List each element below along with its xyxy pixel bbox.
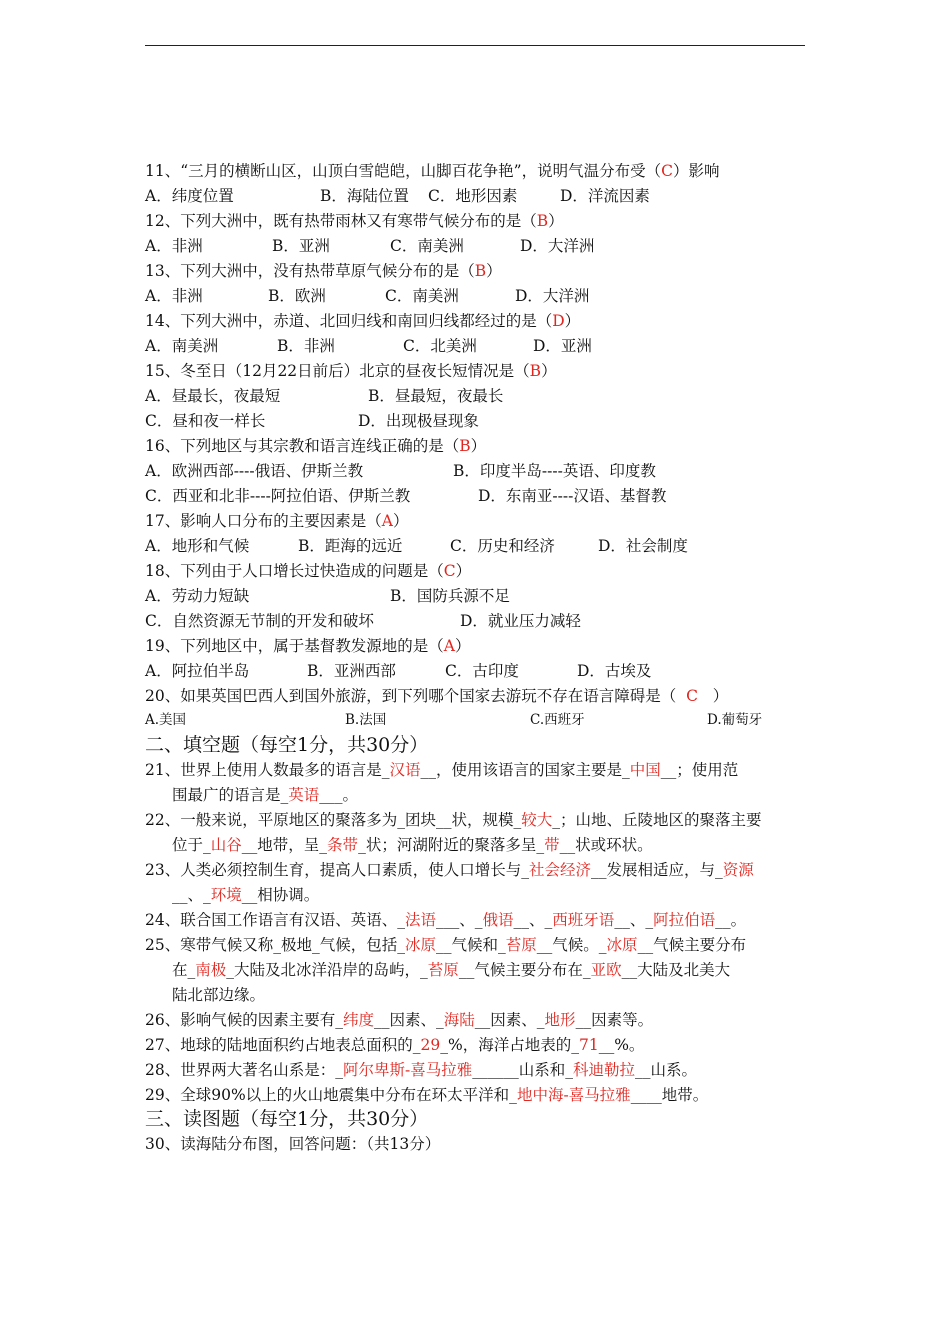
option-d: D．出现极昼现象 <box>358 412 479 430</box>
option-c: C.西班牙 <box>530 712 585 728</box>
question-15 <box>145 361 557 381</box>
answer: B <box>474 262 487 280</box>
option-d: D．大洋洲 <box>515 287 590 305</box>
question-close: ） <box>564 312 581 330</box>
option-d: D．社会制度 <box>598 537 688 555</box>
option-b: B.法国 <box>345 712 387 728</box>
option-a: A．非洲 <box>145 237 203 255</box>
question-22-cont: 位于_山谷__地带，呈_条带_状；河湖附近的聚落多呈_带__状或环状。 <box>172 836 653 854</box>
question-stem: 12、下列大洲中，既有热带雨林又有寒带气候分布的是（ <box>145 212 537 230</box>
question-24: 24、联合国工作语言有汉语、英语、_法语___、_俄语__、_西班牙语__、_阿拉伯语__。 <box>145 911 747 929</box>
option-c: C．昼和夜一样长 <box>145 412 266 430</box>
question-25-cont2: 陆北部边缘。 <box>172 986 266 1004</box>
answer: B <box>529 362 542 380</box>
question-26: 26、影响气候的因素主要有_纬度__因素、_海陆__因素、_地形__因素等。 <box>145 1011 654 1029</box>
option-b: B．亚洲西部 <box>307 662 396 680</box>
answer: A <box>381 512 393 530</box>
question-close: ） <box>712 687 729 705</box>
question-21: 21、世界上使用人数最多的语言是_汉语__，使用该语言的国家主要是_中国__；使用范 <box>145 761 739 779</box>
option-a: A．南美洲 <box>145 337 219 355</box>
header-rule <box>145 45 805 46</box>
option-a: A.美国 <box>145 712 187 728</box>
question-close: ） <box>455 562 472 580</box>
option-b: B．非洲 <box>277 337 335 355</box>
question-23-cont: __、_环境__相协调。 <box>172 886 320 904</box>
question-21-cont: 围最广的语言是_英语___。 <box>172 786 359 804</box>
question-30: 30、读海陆分布图，回答问题：（共13分） <box>145 1135 441 1153</box>
option-c: C．北美洲 <box>403 337 477 355</box>
question-20 <box>145 686 728 706</box>
question-12 <box>145 211 564 231</box>
option-b: B．海陆位置 <box>320 187 409 205</box>
answer: C <box>661 162 673 180</box>
option-c: C．地形因素 <box>428 187 518 205</box>
question-close: ）影响 <box>672 162 720 180</box>
question-close: ） <box>486 262 502 280</box>
option-c: C．自然资源无节制的开发和破坏 <box>145 612 374 630</box>
option-d: D．亚洲 <box>533 337 592 355</box>
question-22: 22、一般来说，平原地区的聚落多为_团块__状，规模_较大_；山地、丘陵地区的聚落主要 <box>145 811 762 829</box>
option-a: A．地形和气候 <box>145 537 250 555</box>
section-heading-fill-in: 二、填空题（每空1分，共30分） <box>145 734 429 756</box>
option-a: A．非洲 <box>145 287 203 305</box>
question-13 <box>145 261 502 281</box>
question-stem: 17、影响人口分布的主要因素是（ <box>145 512 382 530</box>
question-29: 29、全球90%以上的火山地震集中分布在环太平洋和_地中海-喜马拉雅____地带。 <box>145 1086 709 1104</box>
option-b: B．欧洲 <box>268 287 326 305</box>
question-close: ） <box>454 637 471 655</box>
answer: B <box>536 212 549 230</box>
answer: C <box>686 687 698 705</box>
option-b: B．昼最短，夜最长 <box>368 387 504 405</box>
option-d: D．东南亚----汉语、基督教 <box>478 487 667 505</box>
question-17 <box>145 511 408 531</box>
question-close: ） <box>392 512 409 530</box>
option-c: C．历史和经济 <box>450 537 555 555</box>
option-d: D．古埃及 <box>577 662 652 680</box>
question-25: 25、寒带气候又称_极地_气候，包括_冰原__气候和_苔原__气候。_冰原__气候主要分布 <box>145 936 747 954</box>
option-a: A．劳动力短缺 <box>145 587 250 605</box>
question-25-cont: 在_南极_大陆及北冰洋沿岸的岛屿，_苔原__气候主要分布在_亚欧__大陆及北美大 <box>172 961 731 979</box>
question-27: 27、地球的陆地面积约占地表总面积的_29_%，海洋占地表的_71__%。 <box>145 1036 645 1054</box>
question-close: ） <box>470 437 487 455</box>
question-18 <box>145 561 471 581</box>
option-b: B．印度半岛----英语、印度教 <box>453 462 656 480</box>
question-stem: 20、如果英国巴西人到国外旅游，到下列哪个国家去游玩不存在语言障碍是（ <box>145 687 677 705</box>
option-b: B．距海的远近 <box>298 537 403 555</box>
answer: D <box>552 312 565 330</box>
option-b: B．亚洲 <box>272 237 330 255</box>
question-stem: 18、下列由于人口增长过快造成的问题是（ <box>145 562 444 580</box>
question-stem: 15、冬至日（12月22日前后）北京的昼夜长短情况是（ <box>145 362 530 380</box>
option-d: D．就业压力减轻 <box>460 612 581 630</box>
option-c: C．古印度 <box>445 662 519 680</box>
question-stem: 11、“三月的横断山区，山顶白雪皑皑，山脚百花争艳”，说明气温分布受（ <box>145 162 662 180</box>
question-stem: 16、下列地区与其宗教和语言连线正确的是（ <box>145 437 460 455</box>
answer: C <box>443 562 456 580</box>
question-11 <box>145 161 719 181</box>
option-c: C．南美洲 <box>385 287 459 305</box>
option-c: C．南美洲 <box>390 237 464 255</box>
answer: B <box>459 437 471 455</box>
option-c: C．西亚和北非----阿拉伯语、伊斯兰教 <box>145 487 411 505</box>
question-stem: 13、下列大洲中，没有热带草原气候分布的是（ <box>145 262 475 280</box>
option-d: D．洋流因素 <box>560 187 650 205</box>
answer: A <box>443 637 455 655</box>
option-a: A．纬度位置 <box>145 187 234 205</box>
question-28: 28、世界两大著名山系是：_阿尔卑斯-喜马拉雅______山系和_科迪勒拉__山系。 <box>145 1061 698 1079</box>
question-19 <box>145 636 470 656</box>
question-23: 23、人类必须控制生育，提高人口素质，使人口增长与_社会经济__发展相适应，与_资源 <box>145 861 754 879</box>
option-a: A．欧洲西部----俄语、伊斯兰教 <box>145 462 364 480</box>
option-d: D．大洋洲 <box>520 237 595 255</box>
section-heading-map-reading: 三、读图题（每空1分，共30分） <box>145 1108 429 1130</box>
option-d: D.葡萄牙 <box>707 712 763 728</box>
question-stem: 19、下列地区中，属于基督教发源地的是（ <box>145 637 444 655</box>
question-stem: 14、下列大洲中，赤道、北回归线和南回归线都经过的是（ <box>145 312 553 330</box>
option-b: B．国防兵源不足 <box>390 587 510 605</box>
question-close: ） <box>548 212 564 230</box>
option-a: A．昼最长，夜最短 <box>145 387 281 405</box>
question-close: ） <box>541 362 557 380</box>
option-a: A．阿拉伯半岛 <box>145 662 250 680</box>
question-16 <box>145 436 486 456</box>
question-14 <box>145 311 580 331</box>
